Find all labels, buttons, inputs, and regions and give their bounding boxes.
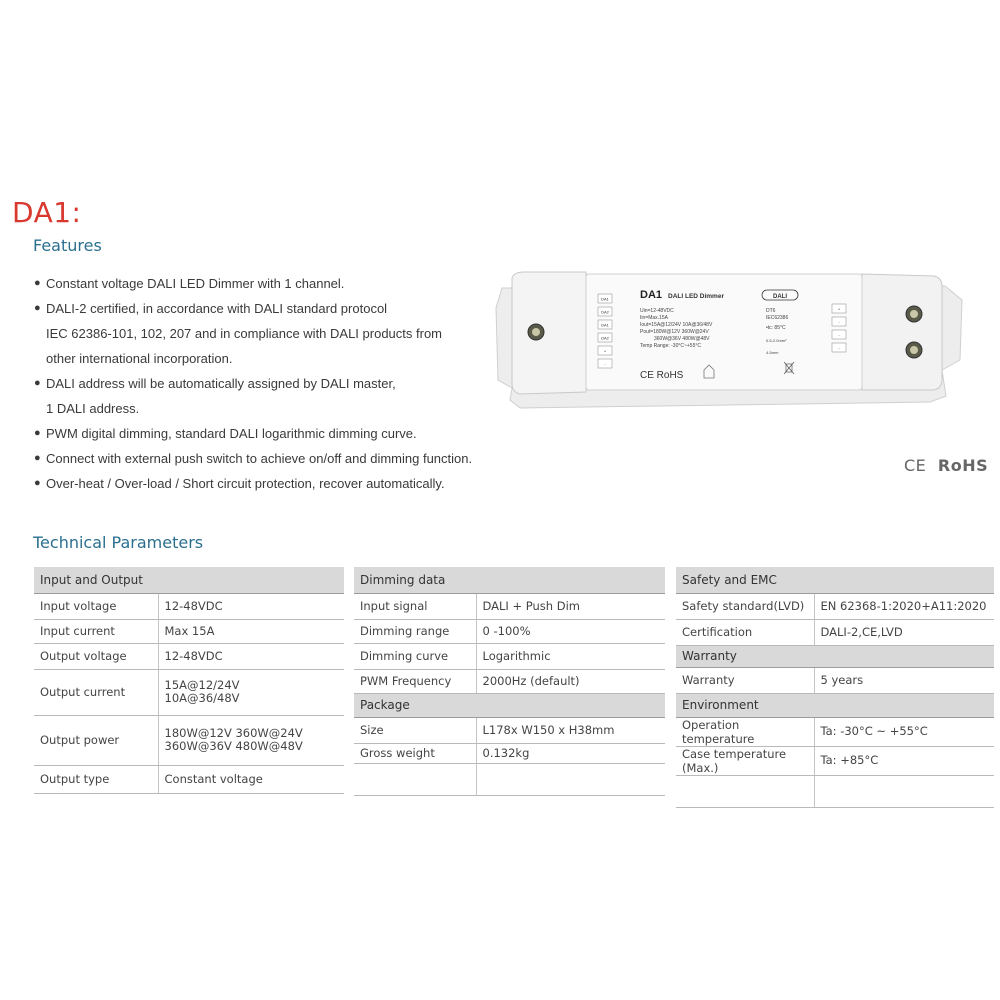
param-value: EN 62368-1:2020+A11:2020 — [814, 593, 994, 619]
bullet-icon: ● — [34, 302, 41, 314]
param-value: Max 15A — [158, 619, 344, 643]
model-title: DA1: — [12, 196, 82, 229]
terminal-label: DA2 — [601, 309, 609, 315]
section-header-text: Environment — [676, 693, 994, 717]
screw-icon — [528, 324, 544, 340]
param-name: Case temperature (Max.) — [676, 746, 814, 775]
wire-label: 0.5-2.0mm² — [766, 338, 787, 343]
terminal-label: DA2 — [601, 335, 609, 341]
param-value: 15A@12/24V 10A@36/48V — [158, 669, 344, 715]
feature-item — [34, 421, 504, 446]
terminal-label: + — [837, 306, 841, 312]
iec-label: IEC62386 — [766, 315, 789, 321]
device-spec-line: Uin=12-48VDC — [640, 308, 674, 314]
terminal-label: + — [603, 348, 607, 354]
device-name-label: DALI LED Dimmer — [668, 293, 724, 300]
table-section-header — [354, 567, 665, 593]
feature-text-line: PWM digital dimming, standard DALI logarithmic dimming curve. — [46, 426, 417, 441]
table-row — [676, 746, 994, 775]
empty-cell — [676, 775, 814, 807]
tc-label: •tc: 85°C — [766, 325, 786, 331]
device-spec-line: Iout=15A@12/24V 10A@36/48V — [640, 322, 713, 328]
param-name: PWM Frequency — [354, 669, 476, 693]
feature-item — [34, 371, 504, 421]
terminal-label: - — [604, 361, 606, 367]
param-value: 0.132kg — [476, 743, 665, 763]
bullet-icon: ● — [34, 452, 41, 464]
param-name: Warranty — [676, 667, 814, 693]
param-name: Input signal — [354, 593, 476, 619]
feature-item — [34, 471, 504, 496]
param-name: Input voltage — [34, 593, 158, 619]
device-spec-line: Iin=Max.15A — [640, 315, 668, 321]
table-row — [354, 743, 665, 763]
table-section-header — [676, 567, 994, 593]
param-name: Safety standard(LVD) — [676, 593, 814, 619]
bullet-icon: ● — [34, 277, 41, 289]
table-row — [34, 765, 344, 793]
table-row — [676, 619, 994, 645]
section-header-text: Input and Output — [34, 567, 344, 593]
param-name: Certification — [676, 619, 814, 645]
section-header-text: Package — [354, 693, 665, 717]
table-row — [354, 643, 665, 669]
feature-text-line: 1 DALI address. — [46, 401, 140, 416]
feature-list — [34, 271, 504, 496]
table-row — [34, 715, 344, 765]
right-end-cap — [862, 274, 942, 390]
device-model-label: DA1 — [640, 289, 663, 301]
param-name: Dimming range — [354, 619, 476, 643]
dali-logo-text: DALI — [773, 294, 787, 300]
param-value: DALI + Push Dim — [476, 593, 665, 619]
terminal-label: - — [838, 332, 840, 338]
rohs-mark: RoHS — [937, 456, 989, 475]
feature-text-line: IEC 62386-101, 102, 207 and in compliance with DALI products from — [46, 326, 443, 341]
table-row — [34, 669, 344, 715]
param-name: Gross weight — [354, 743, 476, 763]
device-spec-line: Temp Range: -30°C~+55°C — [640, 343, 701, 349]
param-name: Output power — [34, 715, 158, 765]
param-value: Ta: -30°C ~ +55°C — [814, 717, 994, 746]
bullet-icon: ● — [34, 427, 41, 439]
param-value: 2000Hz (default) — [476, 669, 665, 693]
feature-text-line: DALI-2 certified, in accordance with DALI standard protocol — [46, 301, 388, 316]
feature-item — [34, 296, 504, 371]
device-spec-line: Pout=180W@12V 360W@24V — [640, 329, 709, 335]
feature-text-line: other international incorporation. — [46, 351, 233, 366]
device-marks: CE RoHS — [640, 370, 684, 381]
param-value: DALI-2,CE,LVD — [814, 619, 994, 645]
table-row — [354, 593, 665, 619]
dimmer-device-illustration — [490, 268, 970, 418]
feature-item — [34, 446, 504, 471]
param-value: L178x W150 x H38mm — [476, 717, 665, 743]
device-spec-line: 360W@36V 480W@48V — [654, 336, 710, 342]
table-row — [354, 763, 665, 795]
param-name: Operation temperature — [676, 717, 814, 746]
terminal-label: DA1 — [601, 296, 609, 302]
certification-marks — [904, 456, 988, 475]
ce-mark: CE — [904, 456, 927, 475]
technical-parameters-heading: Technical Parameters — [33, 533, 204, 552]
param-value: 12-48VDC — [158, 643, 344, 669]
table-section-header — [354, 693, 665, 717]
input-output-table — [34, 567, 344, 794]
empty-cell — [354, 763, 476, 795]
feature-text-line: Constant voltage DALI LED Dimmer with 1 channel. — [46, 276, 345, 291]
table-row — [676, 717, 994, 746]
table-row — [34, 619, 344, 643]
table-section-header — [34, 567, 344, 593]
param-value: Logarithmic — [476, 643, 665, 669]
bullet-icon: ● — [34, 377, 41, 389]
param-value: 12-48VDC — [158, 593, 344, 619]
table-row — [34, 593, 344, 619]
table-row — [354, 619, 665, 643]
param-value: Constant voltage — [158, 765, 344, 793]
device-body — [586, 274, 862, 390]
param-name: Input current — [34, 619, 158, 643]
feature-text-line: DALI address will be automatically assigned by DALI master, — [46, 376, 396, 391]
table-section-header — [676, 693, 994, 717]
terminal-label: - — [838, 319, 840, 325]
table-row — [354, 717, 665, 743]
screw-icon — [906, 342, 922, 358]
param-value: 0 -100% — [476, 619, 665, 643]
section-header-text: Warranty — [676, 645, 994, 667]
bullet-icon: ● — [34, 477, 41, 489]
param-name: Output type — [34, 765, 158, 793]
table-row — [34, 643, 344, 669]
strip-label: 4-5mm — [766, 350, 779, 355]
param-name: Output current — [34, 669, 158, 715]
screw-icon — [906, 306, 922, 322]
terminal-label: DA1 — [601, 322, 609, 328]
empty-cell — [814, 775, 994, 807]
section-header-text: Safety and EMC — [676, 567, 994, 593]
param-value: Ta: +85°C — [814, 746, 994, 775]
table-row — [676, 667, 994, 693]
feature-text-line: Over-heat / Over-load / Short circuit protection, recover automatically. — [46, 476, 445, 491]
table-row — [676, 775, 994, 807]
feature-item — [34, 271, 504, 296]
param-name: Dimming curve — [354, 643, 476, 669]
param-value: 180W@12V 360W@24V 360W@36V 480W@48V — [158, 715, 344, 765]
features-heading: Features — [33, 236, 102, 255]
table-row — [676, 593, 994, 619]
feature-text-line: Connect with external push switch to achieve on/off and dimming function. — [46, 451, 473, 466]
table-row — [354, 669, 665, 693]
section-header-text: Dimming data — [354, 567, 665, 593]
terminal-label: - — [838, 345, 840, 351]
param-name: Size — [354, 717, 476, 743]
dimming-package-table — [354, 567, 665, 796]
table-section-header — [676, 645, 994, 667]
param-value: 5 years — [814, 667, 994, 693]
dt-label: DT6 — [766, 308, 776, 314]
empty-cell — [476, 763, 665, 795]
product-image — [490, 268, 970, 418]
safety-warranty-environment-table — [676, 567, 994, 808]
param-name: Output voltage — [34, 643, 158, 669]
left-end-cap — [512, 272, 586, 394]
